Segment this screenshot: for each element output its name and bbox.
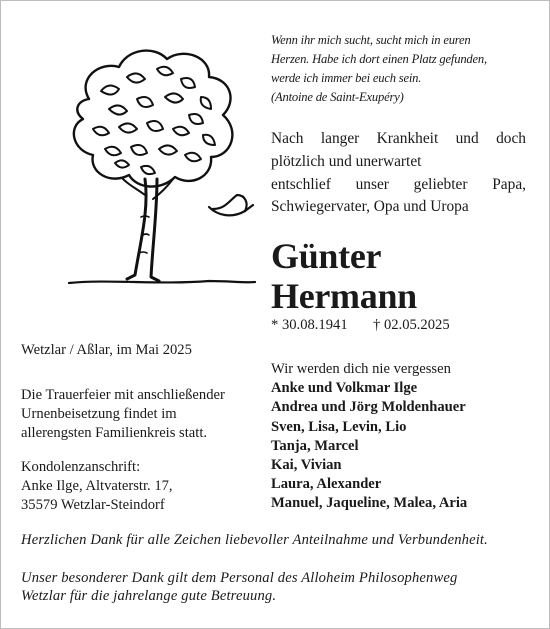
mourners-heading: Wir werden dich nie vergessen (271, 361, 451, 377)
quote-line: Wenn ihr mich sucht, sucht mich in euren (271, 33, 471, 47)
first-name: Günter (271, 236, 382, 276)
last-name: Hermann (271, 276, 417, 316)
quote (271, 31, 533, 107)
mourner-name: Sven, Lisa, Levin, Lio (271, 418, 407, 435)
quote-line: werde ich immer bei euch sein. (271, 71, 422, 85)
condolence-address (21, 458, 173, 516)
place-date: Wetzlar / Aßlar, im Mai 2025 (21, 342, 192, 358)
mourner-name: Kai, Vivian (271, 457, 342, 474)
quote-author: (Antoine de Saint-Exupéry) (271, 90, 404, 104)
intro-line: Nach langer Krankheit und doch (271, 130, 526, 147)
thanks-line: Unser besonderer Dank gilt dem Personal des Alloheim Philosophenweg (21, 570, 458, 586)
mourner-name: Manuel, Jaqueline, Malea, Aria (271, 495, 468, 512)
intro-line: Schwiegervater, Opa und Uropa (271, 198, 469, 216)
deceased-name (271, 236, 417, 316)
thanks-general: Herzlichen Dank für alle Zeichen liebevoller Anteilnahme und Verbundenheit. (21, 532, 488, 548)
birth-date: * 30.08.1941 (271, 317, 348, 333)
mourner-name: Andrea und Jörg Moldenhauer (271, 399, 466, 416)
quote-line: Herzen. Habe ich dort einen Platz gefunden, (271, 52, 487, 66)
mourner-name: Laura, Alexander (271, 476, 382, 493)
intro-text (271, 128, 526, 219)
contact-line: 35579 Wetzlar-Steindorf (21, 497, 165, 514)
mourner-name: Anke und Volkmar Ilge (271, 380, 418, 397)
tree-illustration-icon (49, 39, 259, 309)
mourner-name: Tanja, Marcel (271, 437, 359, 454)
death-date: † 02.05.2025 (373, 317, 450, 333)
ceremony-info (21, 386, 225, 444)
thanks-line: Wetzlar für die jahrelange gute Betreuung. (21, 588, 277, 604)
intro-line: plötzlich und unerwartet (271, 152, 422, 170)
intro-line: entschlief unser geliebter Papa, (271, 175, 526, 193)
ceremony-line: allerengsten Familienkreis statt. (21, 425, 208, 442)
mourners (271, 360, 467, 514)
ceremony-line: Urnenbeisetzung findet im (21, 406, 177, 423)
contact-heading: Kondolenzanschrift: (21, 459, 141, 475)
contact-line: Anke Ilge, Altvaterstr. 17, (21, 478, 173, 495)
ceremony-line: Die Trauerfeier mit anschließender (21, 387, 225, 403)
falling-leaf-icon (209, 195, 253, 215)
thanks-special (21, 569, 457, 605)
